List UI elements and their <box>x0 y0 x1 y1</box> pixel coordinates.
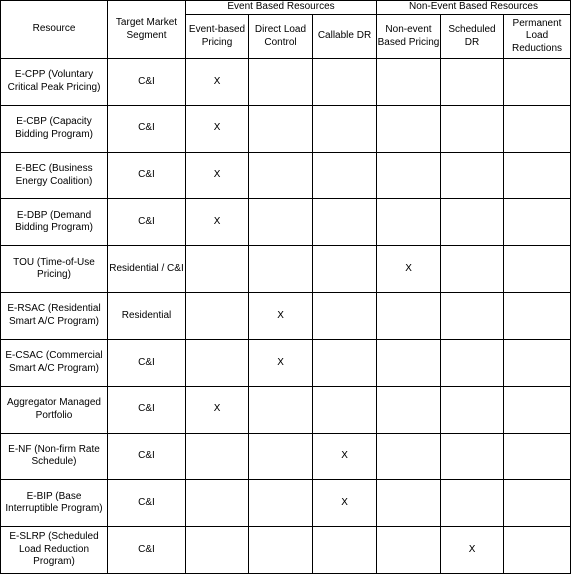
mark-cell <box>441 152 504 199</box>
mark-cell <box>249 246 313 293</box>
mark-cell <box>377 105 441 152</box>
mark-cell <box>186 246 249 293</box>
mark-cell <box>504 246 571 293</box>
mark-cell: X <box>249 293 313 340</box>
segment-cell: C&I <box>108 386 186 433</box>
mark-cell <box>377 59 441 106</box>
col-header-callable-dr: Callable DR <box>313 15 377 59</box>
col-header-permanent-load: Permanent Load Reductions <box>504 15 571 59</box>
mark-cell: X <box>186 199 249 246</box>
mark-cell <box>441 480 504 527</box>
mark-cell <box>377 199 441 246</box>
table-row <box>1 59 571 106</box>
mark-cell <box>249 59 313 106</box>
mark-cell <box>441 293 504 340</box>
resource-cell: E-SLRP (Scheduled Load Reduction Program) <box>1 527 108 574</box>
table-body <box>1 59 571 574</box>
segment-cell: C&I <box>108 339 186 386</box>
resource-cell: E-CSAC (Commercial Smart A/C Program) <box>1 339 108 386</box>
table-row <box>1 527 571 574</box>
segment-cell: C&I <box>108 152 186 199</box>
table-row <box>1 386 571 433</box>
col-header-scheduled-dr: Scheduled DR <box>441 15 504 59</box>
resource-cell: E-CPP (Voluntary Critical Peak Pricing) <box>1 59 108 106</box>
mark-cell: X <box>186 59 249 106</box>
mark-cell <box>504 199 571 246</box>
col-header-nonevent-pricing: Non-event Based Pricing <box>377 15 441 59</box>
resource-cell: TOU (Time-of-Use Pricing) <box>1 246 108 293</box>
group-header-event: Event Based Resources <box>186 1 377 15</box>
mark-cell <box>504 480 571 527</box>
mark-cell <box>249 480 313 527</box>
mark-cell <box>186 480 249 527</box>
mark-cell <box>313 59 377 106</box>
mark-cell <box>377 433 441 480</box>
mark-cell <box>504 339 571 386</box>
mark-cell <box>377 293 441 340</box>
mark-cell <box>186 527 249 574</box>
mark-cell <box>504 293 571 340</box>
mark-cell <box>249 152 313 199</box>
mark-cell <box>313 527 377 574</box>
segment-cell: Residential / C&I <box>108 246 186 293</box>
resource-cell: E-DBP (Demand Bidding Program) <box>1 199 108 246</box>
resource-cell: E-NF (Non-firm Rate Schedule) <box>1 433 108 480</box>
mark-cell <box>249 386 313 433</box>
table-row <box>1 199 571 246</box>
mark-cell <box>504 386 571 433</box>
col-header-segment: Target Market Segment <box>108 1 186 59</box>
mark-cell <box>441 246 504 293</box>
mark-cell <box>249 105 313 152</box>
resource-cell: E-BEC (Business Energy Coalition) <box>1 152 108 199</box>
mark-cell <box>441 105 504 152</box>
mark-cell <box>377 386 441 433</box>
table-row <box>1 433 571 480</box>
resource-cell: E-CBP (Capacity Bidding Program) <box>1 105 108 152</box>
mark-cell <box>377 339 441 386</box>
mark-cell <box>186 339 249 386</box>
mark-cell <box>249 433 313 480</box>
table-row <box>1 339 571 386</box>
mark-cell <box>504 59 571 106</box>
mark-cell <box>377 480 441 527</box>
mark-cell: X <box>441 527 504 574</box>
mark-cell <box>313 293 377 340</box>
mark-cell: X <box>313 480 377 527</box>
mark-cell: X <box>186 105 249 152</box>
mark-cell <box>313 152 377 199</box>
mark-cell <box>504 433 571 480</box>
mark-cell <box>377 527 441 574</box>
mark-cell <box>377 152 441 199</box>
mark-cell <box>249 199 313 246</box>
table-row <box>1 246 571 293</box>
segment-cell: C&I <box>108 59 186 106</box>
resource-cell: E-BIP (Base Interruptible Program) <box>1 480 108 527</box>
segment-cell: C&I <box>108 199 186 246</box>
table-row <box>1 293 571 340</box>
resource-cell: E-RSAC (Residential Smart A/C Program) <box>1 293 108 340</box>
mark-cell <box>441 339 504 386</box>
table-row <box>1 105 571 152</box>
segment-cell: C&I <box>108 105 186 152</box>
col-header-direct-load: Direct Load Control <box>249 15 313 59</box>
mark-cell <box>504 152 571 199</box>
table-row <box>1 480 571 527</box>
segment-cell: Residential <box>108 293 186 340</box>
col-header-event-pricing: Event-based Pricing <box>186 15 249 59</box>
mark-cell: X <box>377 246 441 293</box>
segment-cell: C&I <box>108 433 186 480</box>
mark-cell <box>313 199 377 246</box>
mark-cell <box>313 105 377 152</box>
segment-cell: C&I <box>108 480 186 527</box>
mark-cell: X <box>313 433 377 480</box>
mark-cell <box>186 293 249 340</box>
mark-cell: X <box>186 386 249 433</box>
mark-cell <box>441 386 504 433</box>
segment-cell: C&I <box>108 527 186 574</box>
resource-cell: Aggregator Managed Portfolio <box>1 386 108 433</box>
mark-cell <box>313 339 377 386</box>
mark-cell: X <box>186 152 249 199</box>
mark-cell <box>249 527 313 574</box>
mark-cell <box>504 105 571 152</box>
table-row <box>1 152 571 199</box>
group-header-nonevent: Non-Event Based Resources <box>377 1 571 15</box>
col-header-resource: Resource <box>1 1 108 59</box>
mark-cell <box>504 527 571 574</box>
mark-cell <box>441 59 504 106</box>
mark-cell: X <box>249 339 313 386</box>
mark-cell <box>441 433 504 480</box>
mark-cell <box>313 246 377 293</box>
mark-cell <box>313 386 377 433</box>
mark-cell <box>186 433 249 480</box>
mark-cell <box>441 199 504 246</box>
